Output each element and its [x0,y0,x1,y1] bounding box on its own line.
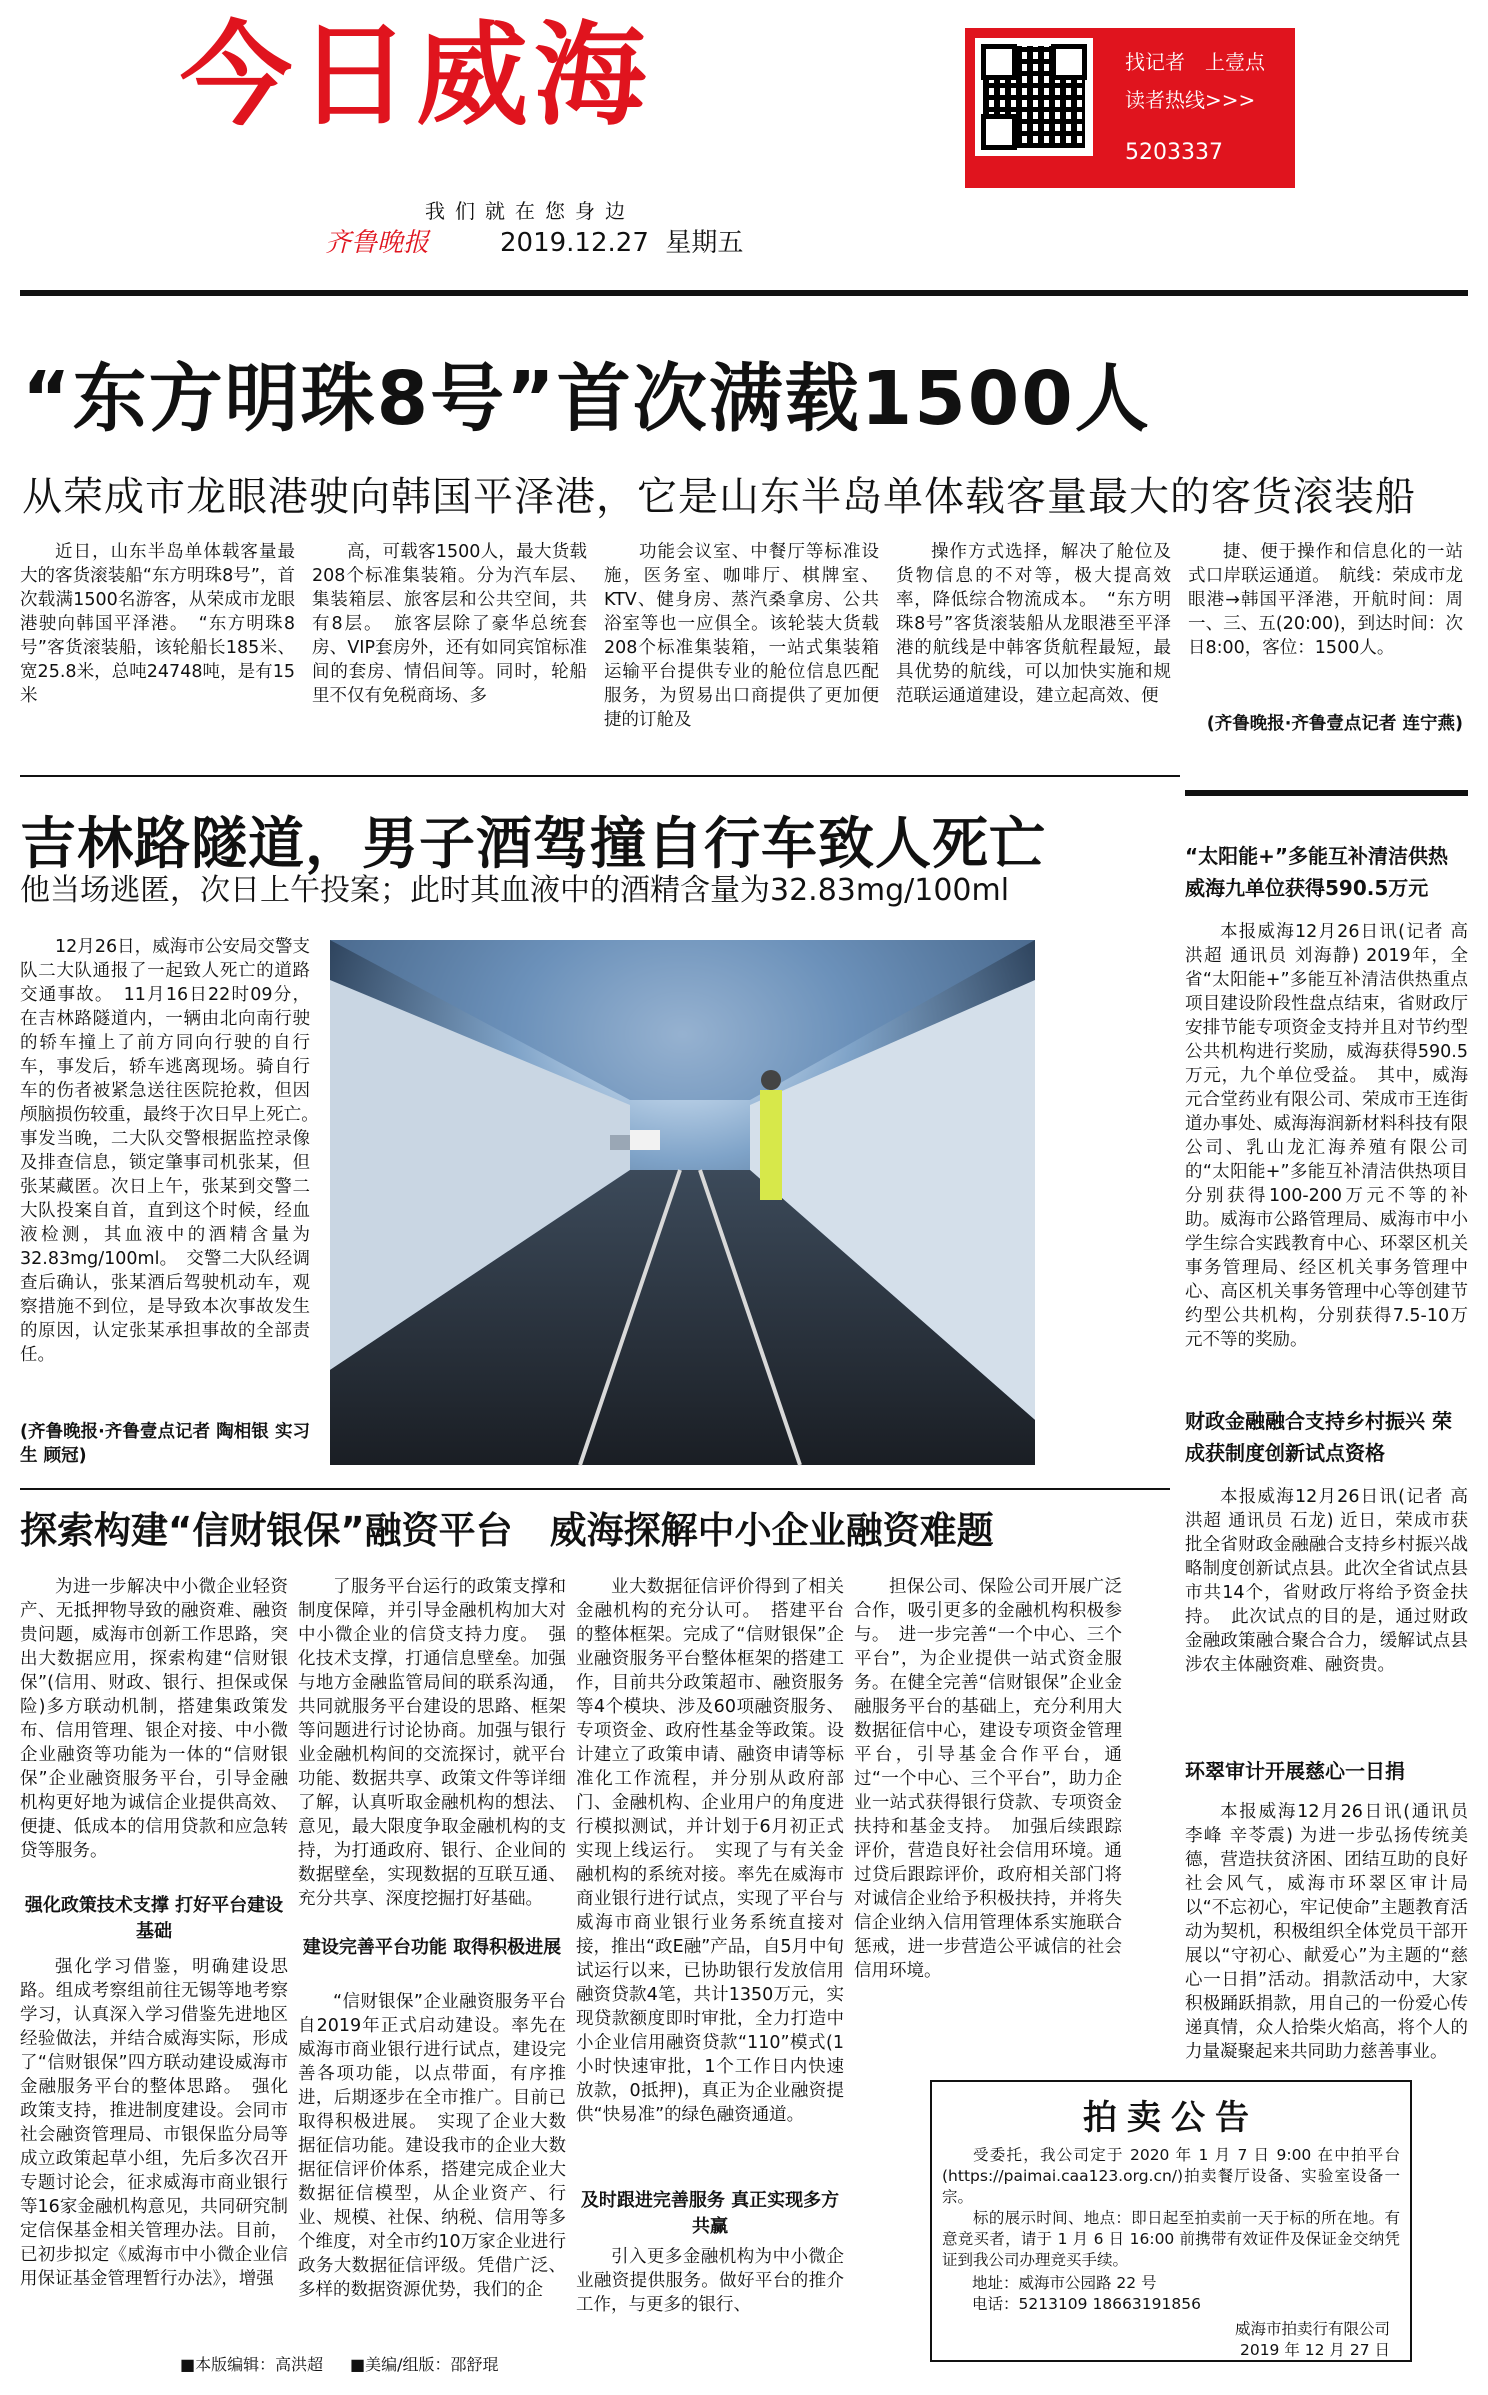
lead-headline: “东方明珠8号”首次满载1500人 [22,356,1151,442]
sidebar-item3-title: 环翠审计开展慈心一日捐 [1185,1759,1405,1783]
finance-col1: 为进一步解决中小微企业轻资产、无抵押物导致的融资难、融资贵问题，威海市创新工作思路，突出大数据应用，探索构建“信财银保”(信用、财政、银行、担保或保险)多方联动机制，搭建集政策发布、信用管理、银企对接、中小微企业融资等功能为一体的“信财银保”企业融资服务平台，引导金融机构更好地为诚信企业提供高效、便捷、低成本的信用贷款和应急转贷等服务。 [20,1577,288,1861]
contact-box [965,28,1295,188]
issue-date [500,222,743,259]
auction-address: 地址：威海市公园路 22 号 [972,2274,1157,2292]
finance-col2b: “信财银保”企业融资服务平台自2019年正式启动建设。率先在威海市商业银行进行试点，建设完善各项功能，以点带面，有序推进，后期逐步在全市推广。目前已取得积极进展。 实现了企业大数据征信功能。建设我市的企业大数据征信评价体系，搭建完成企业大数据征信模型，从企业资产、行业、规模、社保、纳税、信用等多个维度，对全市约10万家企业进行政务大数据征信评级。凭借广泛、多样的数据资源优势，我们的企 [298,1992,566,2300]
lead-col-4: 操作方式选择，解决了舱位及货物信息的不对等，极大提高效率，降低综合物流成本。 “东方明珠8号”客货滚装船从龙眼港至平泽港的航线是中韩客货航程最短，最具优势的航线，可以加快实施和规范联运通道建设，建立起高效、便 [896,542,1171,706]
footer-editor: ■本版编辑：高洪超 [180,2355,324,2374]
auction-company: 威海市拍卖行有限公司 [1234,2320,1390,2338]
finance-col2: 了服务平台运行的政策支撑和制度保障，并引导金融机构加大对中小微企业的信贷支持力度。 强化技术支撑，打通信息壁垒。加强与地方金融监管局间的联系沟通，共同就服务平台建设的思路、框架等问题进行讨论协商。加强与银行业金融机构间的交流探讨，就平台功能、数据共享、政策文件等详细了解，认真听取金融机构的想法、意见，最大限度争取金融机构的支持，为打通政府、银行、企业间的数据壁垒，实现数据的互联互通、充分共享、深度挖掘打好基础。 [298,1577,566,1909]
second-headline: 吉林路隧道，男子酒驾撞自行车致人死亡 [20,812,1046,877]
second-subhead: 他当场逃匿，次日上午投案；此时其血液中的酒精含量为32.83mg/100ml [20,873,1010,908]
second-byline: (齐鲁晚报·齐鲁壹点记者 陶相银 实习生 顾冠) [20,1422,310,1466]
finance-col3b: 引入更多金融机构为中小微企业融资提供服务。做好平台的推介工作，与更多的银行、 [576,2247,844,2315]
sidebar-item1-title: “太阳能+”多能互补清洁供热 威海九单位获得590.5万元 [1185,844,1449,900]
finance-col4: 担保公司、保险公司开展广泛合作，吸引更多的金融机构积极参与。 进一步完善“一个中心、三个平台”，为企业提供一站式资金服务。在健全完善“信财银保”企业金融服务平台的基础上，充分利用大数据征信中心，建设专项资金管理平台，引导基金合作平台，通过“一个中心、三个平台”，助力企业一站式获得银行贷款、专项资金扶持和基金支持。 加强后续跟踪评价，营造良好社会信用环境。通过贷后跟踪评价，政府相关部门将对诚信企业给予积极扶持，并将失信企业纳入信用管理体系实施联合惩戒，进一步营造公平诚信的社会信用环境。 [854,1577,1122,1981]
lead-subhead: 从荣成市龙眼港驶向韩国平泽港，它是山东半岛单体载客量最大的客货滚装船 [22,474,1416,520]
finance-col1b: 强化学习借鉴，明确建设思路。组成考察组前往无锡等地考察学习，认真深入学习借鉴先进地区经验做法，并结合威海实际，形成了“信财银保”四方联动建设威海市金融服务平台的整体思路。 强化政策支持，推进制度建设。会同市社会融资管理局、市银保监分局等成立政策起草小组，先后多次召开专题讨论会，征求威海市商业银行等16家金融机构意见，共同研究制定信保基金相关管理办法。目前，已初步拟定《威海市中小微企业信用保证基金管理暂行办法》，增强 [20,1957,288,2289]
finance-col1-subhead: 强化政策技术支撑 打好平台建设基础 [24,1895,284,1942]
contact-line2: 读者热线>>> [1125,88,1256,112]
qr-code-icon[interactable] [975,38,1093,156]
sidebar-item1-body: 本报威海12月26日讯(记者 高洪超 通讯员 刘海静) 2019年，全省“太阳能+”多能互补清洁供热重点项目建设阶段性盘点结束，省财政厅安排节能专项资金支持并且对节约型公共机构进行奖励，威海获得590.5万元，九个单位受益。 其中，威海元合堂药业有限公司、荣成市王连街道办事处、威海海润新材料科技有限公司、乳山龙汇海养殖有限公司的“太阳能+”多能互补清洁供热项目分别获得100-200万元不等的补助。威海市公路管理局、威海市中小学生综合实践教育中心、环翠区机关事务管理局、经区机关事务管理中心、高区机关事务管理中心等创建节约型公共机构，分别获得7.5-10万元不等的奖励。 [1185,922,1468,1350]
sidebar-item2-body: 本报威海12月26日讯(记者 高洪超 通讯员 石龙) 近日，荣成市获批全省财政金融融合支持乡村振兴战略制度创新试点县。此次全省试点县市共14个，省财政厅将给予资金扶持。 此次试点的目的是，通过财政金融政策融合聚合合力，缓解试点县涉农主体融资难、融资贵。 [1185,1487,1468,1675]
auction-notice [930,2080,1412,2362]
hotline-number: 5203337 [1125,140,1223,165]
auction-body: 受委托，我公司定于 2020 年 1 月 7 日 9:00 在中拍平台(https://paimai.caa123.org.cn/)拍卖餐厅设备、实验室设备一宗。 标的展示时间、地点：即日起至拍卖前一天于标的所在地。有意竞买者，请于 1 月 6 日 16:00 前携带有效证件及保证金交纳凭证到我公司办理竞买手续。 [942,2146,1400,2269]
masthead-slogan: 我们就在您身边 [425,199,635,223]
lead-col-2: 高，可载客1500人，最大货载208个标准集装箱。分为汽车层、集装箱层、旅客层和公共空间，共有8层。 旅客层除了豪华总统套房、VIP套房外，还有如同宾馆标准间的套房、情侣间等。同时，轮船里不仅有免税商场、多 [312,542,587,706]
sidebar-item2-title: 财政金融融合支持乡村振兴 荣成获制度创新试点资格 [1185,1409,1452,1465]
lead-byline: (齐鲁晚报·齐鲁壹点记者 连宁燕) [1206,714,1463,734]
brand-name: 齐鲁晚报 [325,228,430,258]
section-divider [20,775,1180,777]
finance-col3-subhead: 及时跟进完善服务 真正实现多方共赢 [580,2190,840,2237]
sidebar-rule [1185,790,1468,796]
footer-designer: ■美编/组版：邵舒琨 [350,2355,499,2374]
second-body: 12月26日，威海市公安局交警支队二大队通报了一起致人死亡的道路交通事故。 11月16日22时09分，在吉林路隧道内，一辆由北向南行驶的轿车撞上了前方同向行驶的自行车，事发后，轿车逃离现场。骑自行车的伤者被紧急送往医院抢救，但因颅脑损伤较重，最终于次日早上死亡。 事发当晚，二大队交警根据监控录像及排查信息，锁定肇事司机张某，但张某藏匿。次日上午，张某到交警二大队投案自首，直到这个时候，经血液检测，其血液中的酒精含量为32.83mg/100ml。 交警二大队经调查后确认，张某酒后驾驶机动车，观察措施不到位，是导致本次事故发生的原因，认定张某承担事故的全部责任。 [20,937,328,1365]
sidebar-item3-body: 本报威海12月26日讯(通讯员 李峰 辛苓震) 为进一步弘扬传统美德，营造扶贫济困、团结互助的良好社会风气，威海市环翠区审计局以“不忘初心，牢记使命”主题教育活动为契机，积极组织全体党员干部开展以“守初心、献爱心”为主题的“慈心一日捐”活动。捐款活动中，大家积极踊跃捐款，用自己的一份爱心传递真情，众人拾柴火焰高，将个人的力量凝聚起来共同助力慈善事业。 [1185,1802,1468,2062]
contact-line1: 找记者 上壹点 [1125,50,1265,74]
finance-divider [20,1488,1170,1490]
masthead-title: 今日威海 [180,11,652,141]
masthead-divider [20,290,1468,296]
auction-phone: 电话：5213109 18663191856 [972,2295,1201,2313]
finance-col2-subhead: 建设完善平台功能 取得积极进展 [302,1937,562,1958]
lead-col-3: 功能会议室、中餐厅等标准设施，医务室、咖啡厅、棋牌室、KTV、健身房、蒸汽桑拿房、公共浴室等也一应俱全。该轮装大货载208个标准集装箱，一站式集装箱运输平台提供专业的舱位信息匹配服务，为贸易出口商提供了更加便捷的订舱及 [604,542,879,730]
finance-headline: 探索构建“信财银保”融资平台 威海探解中小企业融资难题 [20,1509,994,1552]
lead-col-5: 捷、便于操作和信息化的一站式口岸联运通道。 航线：荣成市龙眼港→韩国平泽港，开航时间：周一、三、五(20:00)，到达时间：次日8:00，客位：1500人。 [1188,542,1463,658]
tunnel-photo [330,940,1035,1465]
weekday-text: 星期五 [665,228,744,258]
date-text: 2019.12.27 [500,228,649,258]
auction-title: 拍卖公告 [1083,2098,1259,2138]
auction-date: 2019 年 12 月 27 日 [1239,2341,1390,2359]
finance-col3: 业大数据征信评价得到了相关金融机构的充分认可。 搭建平台的整体框架。完成了“信财银保”企业融资服务平台整体框架的搭建工作，目前共分政策超市、融资服务等4个模块、涉及60项融资服务、专项资金、政府性基金等政策。设计建立了政策申请、融资申请等标准化工作流程，并分别从政府部门、金融机构、企业用户的角度进行模拟测试，并计划于6月初正式实现上线运行。 实现了与有关金融机构的系统对接。率先在威海市商业银行进行试点，实现了平台与威海市商业银行业务系统直接对接，推出“政E融”产品，自5月中旬试运行以来，已协助银行发放信用融资贷款4笔，共计1350万元，实现贷款额度即时审批，全力打造中小企业信用融资贷款“110”模式(1小时快速审批，1个工作日内快速放款，0抵押)，真正为企业融资提供“快易准”的绿色融资通道。 [576,1577,844,2125]
lead-col-1: 近日，山东半岛单体载客量最大的客货滚装船“东方明珠8号”，首次载满1500名游客，从荣成市龙眼港驶向韩国平泽港。 “东方明珠8号”客货滚装船，该轮船长185米、宽25.8米，总吨24748吨，是有15米 [20,542,295,706]
